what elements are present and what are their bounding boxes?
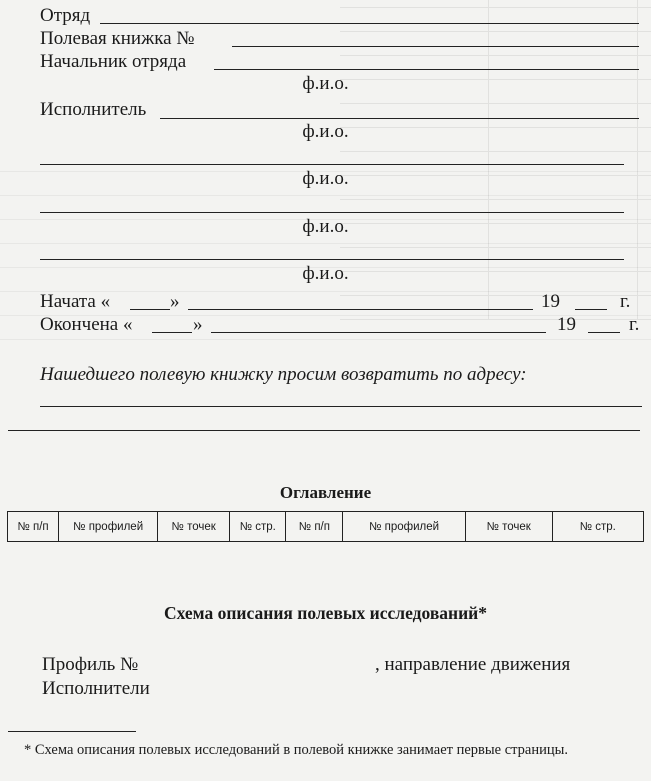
ispolnitel-line[interactable] <box>160 118 639 119</box>
okonchena-day-line[interactable] <box>152 332 192 333</box>
footnote-separator <box>8 731 136 732</box>
toc-col-header: № п/п <box>8 512 59 542</box>
nachata-year-line[interactable] <box>575 309 607 310</box>
toc-col-header: № п/п <box>286 512 343 542</box>
fio-caption: ф.и.о. <box>302 216 349 237</box>
otryad-label: Отряд <box>40 5 91 26</box>
year-suffix: г. <box>629 314 640 335</box>
footnote: * Схема описания полевых исследований в полевой книжке занимает первые страницы. <box>24 742 568 758</box>
schema-title: Схема описания полевых исследований* <box>163 603 488 623</box>
ispolnitel-line[interactable] <box>40 212 624 213</box>
ispolnitel-line[interactable] <box>40 259 624 260</box>
direction-label: , направление движения <box>375 654 571 675</box>
nachalnik-label: Начальник отряда <box>40 51 187 72</box>
knizhka-label: Полевая книжка № <box>40 28 195 49</box>
profile-label: Профиль № <box>42 654 139 675</box>
year-suffix: г. <box>620 291 631 312</box>
return-note: Нашедшего полевую книжку просим возвратить по адресу: <box>40 364 527 385</box>
toc-title: Оглавление <box>279 483 372 502</box>
okonchena-month-line[interactable] <box>211 332 546 333</box>
nachata-month-line[interactable] <box>188 309 533 310</box>
ispolnitel-label: Исполнитель <box>40 99 147 120</box>
ispolnitel-line[interactable] <box>40 164 624 165</box>
year-prefix: 19 <box>541 291 560 312</box>
toc-col-header: № профилей <box>343 512 465 542</box>
fio-caption: ф.и.о. <box>302 73 349 94</box>
fio-caption: ф.и.о. <box>302 121 349 142</box>
nachata-label: Начата « <box>40 291 111 312</box>
address-line[interactable] <box>8 430 640 431</box>
okonchena-year-line[interactable] <box>588 332 620 333</box>
okonchena-label: Окончена « <box>40 314 133 335</box>
close-quote: » <box>193 314 203 335</box>
toc-col-header: № стр. <box>552 512 643 542</box>
toc-col-header: № профилей <box>59 512 158 542</box>
toc-col-header: № точек <box>158 512 230 542</box>
nachalnik-line[interactable] <box>214 69 639 70</box>
fio-caption: ф.и.о. <box>302 168 349 189</box>
toc-table <box>7 511 644 542</box>
year-prefix: 19 <box>557 314 576 335</box>
toc-col-header: № точек <box>465 512 552 542</box>
knizhka-line[interactable] <box>232 46 639 47</box>
otryad-line[interactable] <box>100 23 639 24</box>
executors-label: Исполнители <box>42 678 150 699</box>
nachata-day-line[interactable] <box>130 309 170 310</box>
address-line[interactable] <box>40 406 642 407</box>
toc-header-row <box>8 512 644 542</box>
toc-col-header: № стр. <box>230 512 286 542</box>
close-quote: » <box>170 291 180 312</box>
fio-caption: ф.и.о. <box>302 263 349 284</box>
